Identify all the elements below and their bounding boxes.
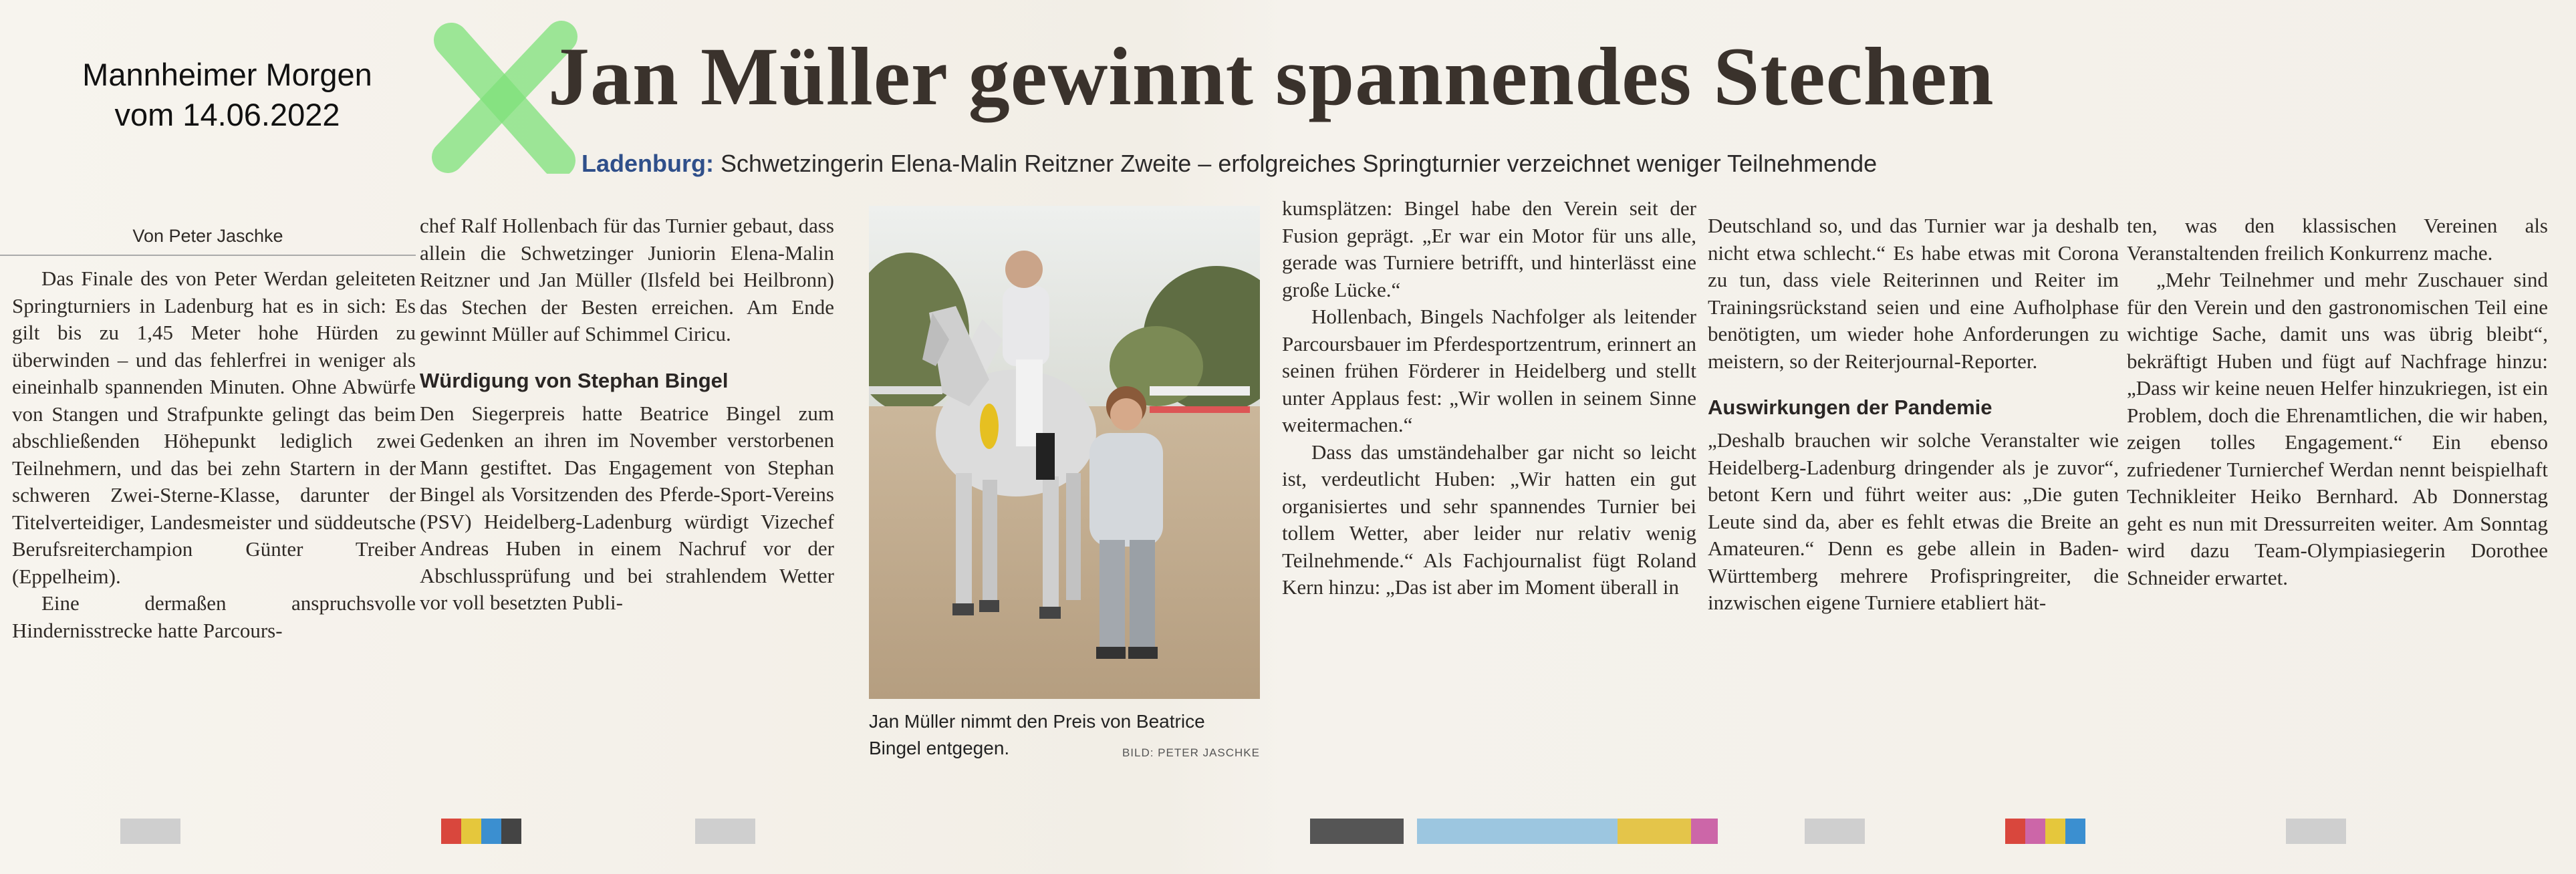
paragraph: „Mehr Teilnehmer und mehr Zuschauer sind für den Verein und den gastronomischen Teil eine wichtige Sache, damit uns was übrig bleibt“, bekräftigt Huben und fügt auf Nachfrage hinzu: „Dass wir keine neuen Helfer hinzukriegen, ist ein Problem, doch die Ehrenamtlichen, die wir haben, zeigen tolles Engagement.“ Ein ebenso zufriedener Turnierchef Werdan nennt beispielhaft Technikleiter Heiko Bernhard. Ab Donnerstag geht es nun mit Dressurreiten weiter. Am Sonntag wird dazu Team-Olympiasiegerin Dorothee Schneider erwartet. <box>2127 268 2548 589</box>
paragraph: Dass das umständehalber gar nicht so leicht ist, verdeutlicht Huben: „Wir hatten ein gut organisiertes und sehr spannendes Turnier bei tollem Wetter, aber leider nur relativ wenig Teilnehmende.“ Als Fachjournalist fügt Roland Kern hinzu: „Das ist aber im Moment überall in <box>1282 440 1696 599</box>
column-2 <box>420 212 834 617</box>
section-heading: Auswirkungen der Pandemie <box>1708 396 1992 419</box>
photo-credit: BILD: PETER JASCHKE <box>1122 746 1260 759</box>
paragraph: Hollenbach, Bingels Nachfolger als leitender Parcoursbauer im Pferdesportzentrum, erinnert an seinen frühen Förderer in Heidelberg und stellt unter Applaus fest: „Wir wollen in seinem Sinne weitermachen.“ <box>1282 305 1696 436</box>
paragraph: Eine dermaßen anspruchsvolle Hindernisstrecke hatte Parcours- <box>12 591 416 642</box>
paragraph: chef Ralf Hollenbach für das Turnier gebaut, dass allein die Schwetzinger Juniorin Elena-Malin Reitzner und Jan Müller (Ilsfeld bei Heilbronn) das Stechen der Besten erreichen. Am Ende gewinnt Müller auf Schimmel Ciricu. <box>420 214 834 345</box>
paragraph: Den Siegerpreis hatte Beatrice Bingel zum Gedenken an ihren im November verstorbenen Mann gestiftet. Das Engagement von Stephan Bingel als Vorsitzenden des Pferde-Sport-Vereins (PSV) Heidelberg-Ladenburg würdigt Vizechef Andreas Huben in einem Nachruf vor der Abschlussprüfung und bei strahlendem Wetter vor voll besetzten Publi- <box>420 401 834 614</box>
source-label <box>27 55 428 135</box>
subline-kicker: Ladenburg: <box>582 150 714 177</box>
subline-text: Schwetzingerin Elena-Malin Reitzner Zweite – erfolgreiches Springturnier verzeichnet weniger Teilnehmende <box>713 150 1878 177</box>
paragraph: Das Finale des von Peter Werdan geleiteten Springturniers in Ladenburg hat es in sich: Es gilt bis zu 1,45 Meter hohe Hürden zu überwinden – und das fehlerfrei in weniger als eineinhalb spannenden Minuten. Ohne Abwürfe von Stangen und Strafpunkte gelingt das beim abschließenden Höhepunkt lediglich zwei Teilnehmern, und das bei zehn Startern in der schweren Zwei-Sterne-Klasse, darunter der Titelverteidiger, Landesmeister und süddeutsche Berufsreiterchampion Günter Treiber (Eppelheim). <box>12 267 416 588</box>
paragraph: „Deshalb brauchen wir solche Veranstalter wie Heidelberg-Ladenburg dringender als je zuvor“, betont Kern und führt weiter aus: „Die guten Leute sind da, aber es fehlt etwas die Breite an Amateuren.“ Denn es gebe allein in Baden-Württemberg mehrere Profispringreiter, die inzwischen eigene Turniere etabliert hät- <box>1708 428 2119 614</box>
paragraph: Deutschland so, und das Turnier war ja deshalb nicht etwa schlecht.“ Es habe etwas mit Corona zu tun, dass viele Reiterinnen und Reiter im Trainingsrückstand seien und eine Aufholphase benötigten, um wieder hohe Anforderungen zu meistern, so der Reiterjournal-Reporter. <box>1708 214 2119 373</box>
column-3 <box>1282 195 1696 601</box>
paragraph: ten, was den klassischen Vereinen als Veranstaltenden freilich Konkurrenz mache. <box>2127 214 2548 265</box>
section-heading: Würdigung von Stephan Bingel <box>420 368 729 392</box>
article-headline: Jan Müller gewinnt spannendes Stechen <box>548 31 1994 122</box>
caption-text: Jan Müller nimmt den Preis von Beatrice Bingel entgegen. <box>869 711 1205 758</box>
column-4 <box>1708 212 2119 617</box>
photo-caption <box>869 708 1260 762</box>
paragraph: kumsplätzen: Bingel habe den Verein seit der Fusion geprägt. „Er war ein Motor für uns alle, gerade was Turniere betrifft, und hinterlässt eine große Lücke.“ <box>1282 196 1696 301</box>
article-photo <box>869 206 1260 699</box>
source-date: vom 14.06.2022 <box>114 97 340 132</box>
print-registration-marks <box>0 812 2576 852</box>
article-subline <box>582 148 2386 179</box>
column-1 <box>0 217 416 644</box>
column-5 <box>2127 212 2548 591</box>
source-newspaper: Mannheimer Morgen <box>82 57 372 92</box>
horse-rider-photo <box>869 206 1260 699</box>
author-byline: Von Peter Jaschke <box>0 217 416 256</box>
